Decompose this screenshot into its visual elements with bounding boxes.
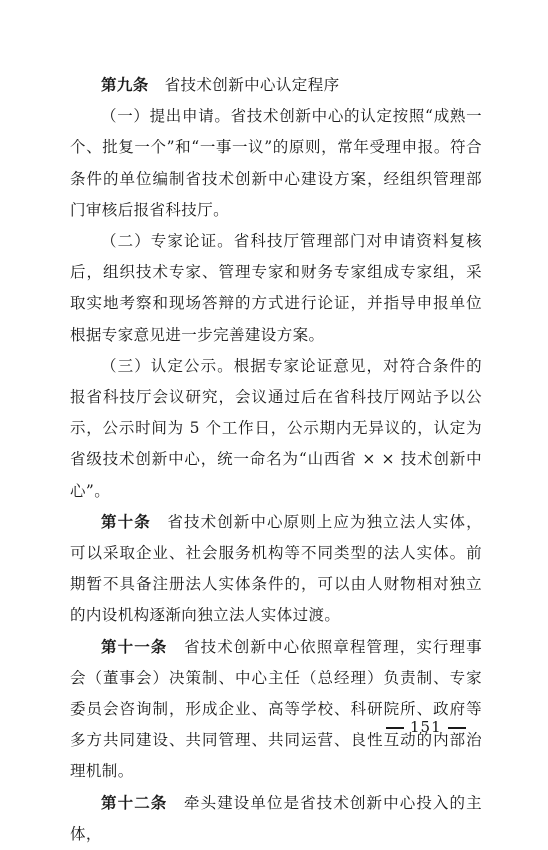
article-12	[70, 788, 482, 850]
article-9-heading: 第九条	[101, 76, 149, 94]
article-9	[70, 70, 482, 101]
article-12-body: 牵头建设单位是省技术创新中心投入的主体，	[70, 793, 483, 843]
article-11	[70, 632, 482, 788]
dash-left	[386, 727, 404, 729]
article-11-body: 省技术创新中心依照章程管理，实行理事会（董事会）决策制、中心主任（总经理）负责制、专家委员会咨询制，形成企业、高等学校、科研院所、政府等多方共同建设、共同管理、共同运营、良性互动的内部治理机制。	[70, 637, 483, 781]
article-9-title: 省技术创新中心认定程序	[164, 76, 340, 94]
dash-right	[448, 727, 466, 729]
article-10-body: 省技术创新中心原则上应为独立法人实体，可以采取企业、社会服务机构等不同类型的法人实体。前期暂不具备注册法人实体条件的，可以由人财物相对独立的内设机构逐渐向独立法人实体过渡。	[70, 512, 483, 625]
page-footer	[380, 718, 472, 736]
article-10-heading: 第十条	[101, 512, 151, 531]
page-number: 151	[410, 718, 442, 736]
article-12-heading: 第十二条	[101, 793, 168, 812]
article-10	[70, 507, 482, 632]
article-9-item-1: （一）提出申请。省技术创新中心的认定按照“成熟一个、批复一个”和“一事一议”的原则，常年受理申报。符合条件的单位编制省技术创新中心建设方案，经组织管理部门审核后报省科技厅。	[70, 107, 482, 219]
article-9-item-2: （二）专家论证。省科技厅管理部门对申请资料复核后，组织技术专家、管理专家和财务专家组成专家组，采取实地考察和现场答辩的方式进行论证，并指导申报单位根据专家意见进一步完善建设方案。	[70, 232, 482, 344]
article-9-item-3: （三）认定公示。根据专家论证意见，对符合条件的报省科技厅会议研究，会议通过后在省科技厅网站予以公示，公示时间为 5 个工作日，公示期内无异议的，认定为省级技术创新中心，统一命名为“山西省 × × 技术创新中心”。	[70, 356, 482, 500]
article-11-heading: 第十一条	[101, 637, 168, 656]
